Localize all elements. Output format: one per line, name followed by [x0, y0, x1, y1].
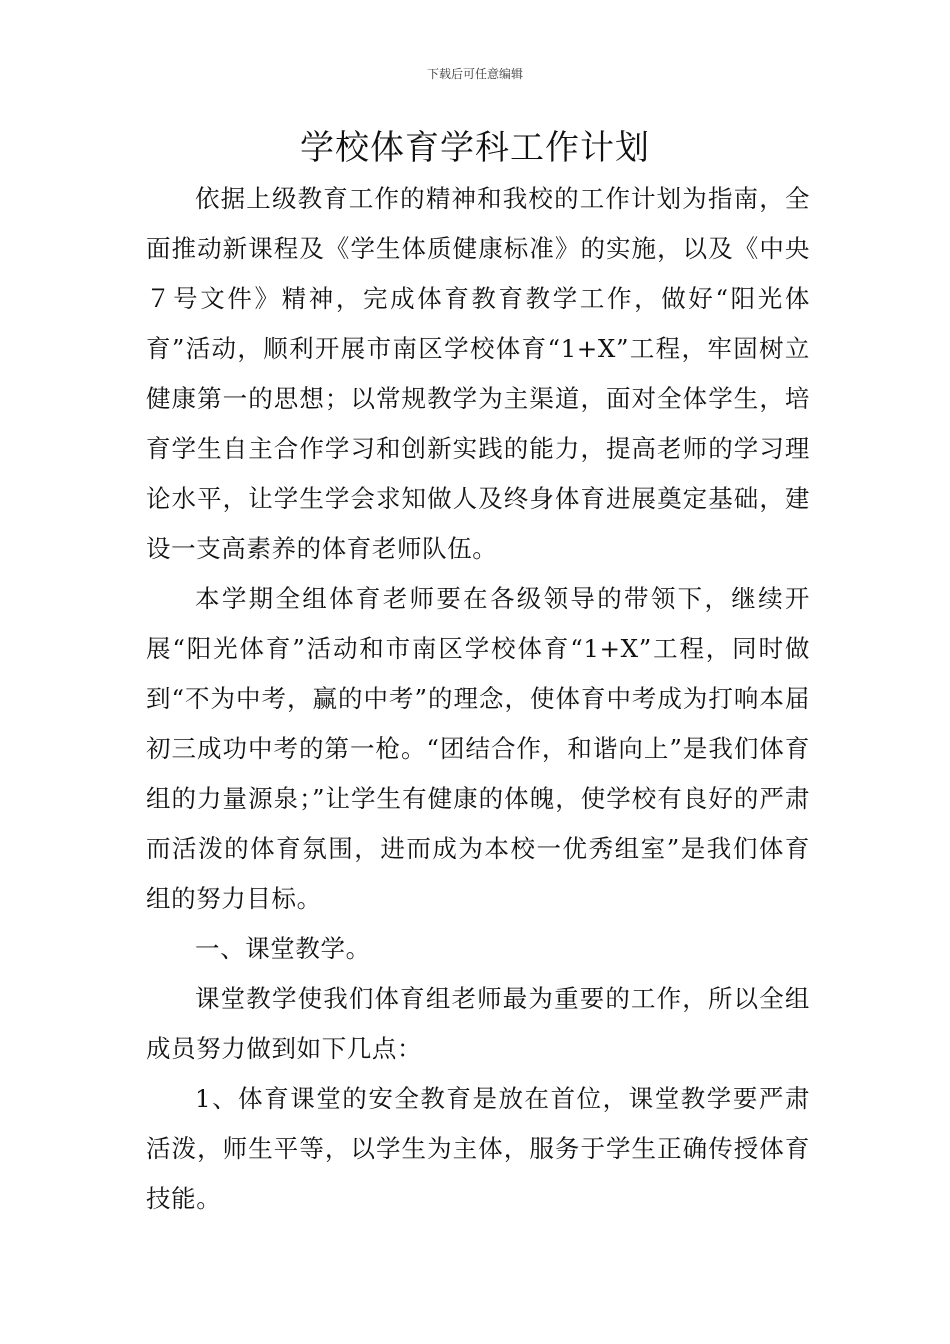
header-note: 下载后可任意编辑 [426, 67, 523, 81]
document-title: 学校体育学科工作计划 [300, 128, 650, 168]
paragraph-point-1: 1、体育课堂的安全教育是放在首位，课堂教学要严肃活泼，师生平等，以学生为主体，服务于学生正确传授体育技能。 [146, 1084, 810, 1213]
section-heading-classroom-teaching: 一、课堂教学。 [195, 934, 371, 963]
paragraph-intro: 依据上级教育工作的精神和我校的工作计划为指南，全面推动新课程及《学生体质健康标准》的实施，以及《中央７号文件》精神，完成体育教育教学工作，做好“阳光体育”活动，顺利开展市南区学校体育“1+X”工程，牢固树立健康第一的思想；以常规教学为主渠道，面对全体学生，培育学生自主合作学习和创新实践的能力，提高老师的学习理论水平，让学生学会求知做人及终身体育进展奠定基础，建设一支高素养的体育老师队伍。 [146, 184, 810, 563]
paragraph-semester-goals: 本学期全组体育老师要在各级领导的带领下，继续开展“阳光体育”活动和市南区学校体育“1+X”工程，同时做到“不为中考，赢的中考”的理念，使体育中考成为打响本届初三成功中考的第一枪。“团结合作，和谐向上”是我们体育组的力量源泉；”让学生有健康的体魄，使学校有良好的严肃而活泼的体育氛围，进而成为本校一优秀组室”是我们体育组的努力目标。 [146, 584, 810, 913]
paragraph-classroom-intro: 课堂教学使我们体育组老师最为重要的工作，所以全组成员努力做到如下几点： [146, 984, 810, 1063]
document-body [146, 174, 810, 1224]
